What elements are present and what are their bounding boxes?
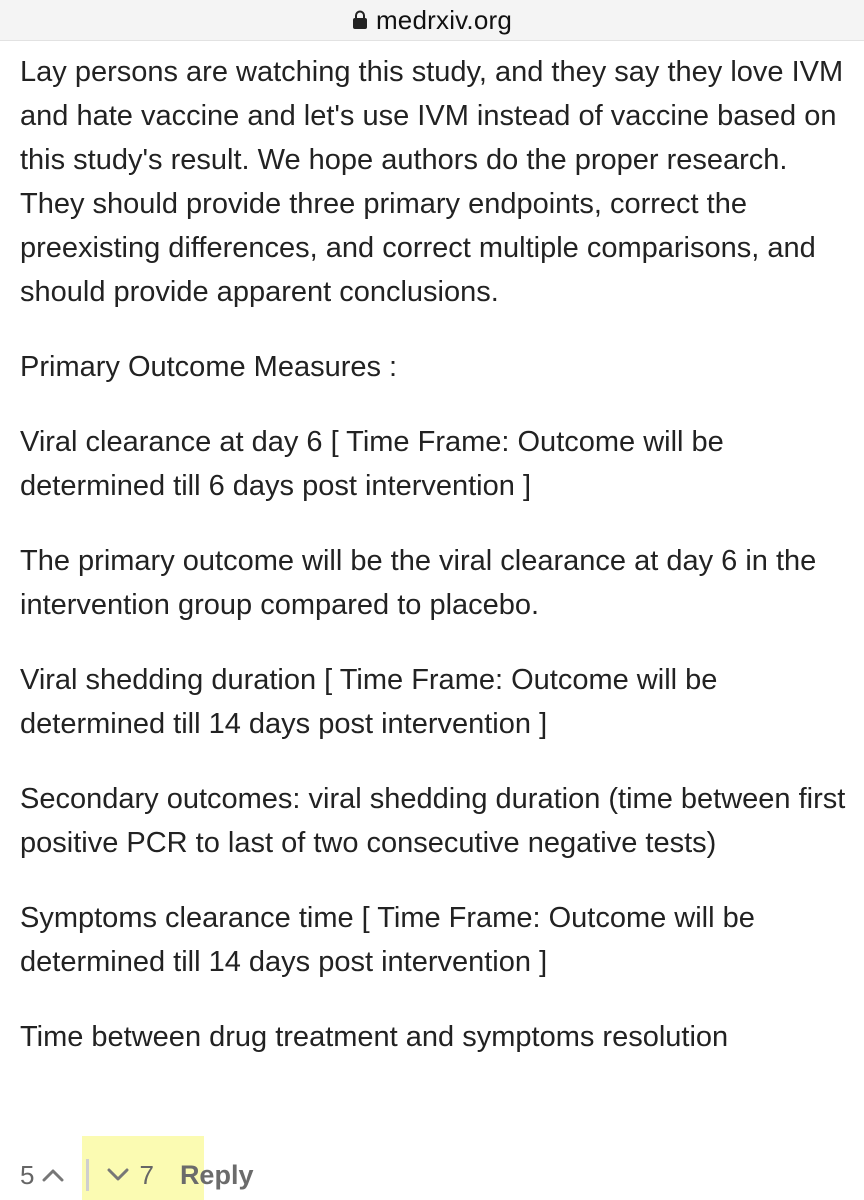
comment-paragraph: Viral clearance at day 6 [ Time Frame: Outcome will be determined till 6 days post intervention ] — [20, 426, 724, 502]
comment-paragraph: Symptoms clearance time [ Time Frame: Outcome will be determined till 14 days post intervention ] — [20, 902, 755, 978]
comment-paragraph: Primary Outcome Measures : — [20, 351, 398, 383]
upvote-count: 5 — [20, 1159, 35, 1190]
url-text: medrxiv.org — [375, 4, 513, 35]
lock-icon — [352, 10, 368, 30]
downvote-icon[interactable] — [107, 1168, 129, 1182]
comment-paragraph: Secondary outcomes: viral shedding duration (time between first positive PCR to last of two consecutive negative tests) — [20, 783, 846, 859]
comment-footer — [0, 1150, 864, 1200]
comment-paragraph: The primary outcome will be the viral clearance at day 6 in the intervention group compared to placebo. — [20, 545, 817, 621]
comment-body — [20, 50, 850, 1090]
comment-paragraph: Lay persons are watching this study, and they say they love IVM and hate vaccine and let's use IVM instead of vaccine based on this study's result. We hope authors do the proper research. They should provide three primary endpoints, correct the preexisting differences, and correct multiple comparisons, and should provide apparent conclusions. — [20, 56, 844, 308]
comment-paragraph: Time between drug treatment and symptoms resolution — [20, 1021, 729, 1053]
downvote-count: 7 — [139, 1159, 154, 1190]
reply-button[interactable]: Reply — [179, 1159, 254, 1190]
vote-divider — [86, 1159, 89, 1191]
browser-url-bar[interactable] — [0, 0, 864, 41]
upvote-icon[interactable] — [42, 1168, 64, 1182]
comment-paragraph: Viral shedding duration [ Time Frame: Outcome will be determined till 14 days post intervention ] — [20, 664, 718, 740]
